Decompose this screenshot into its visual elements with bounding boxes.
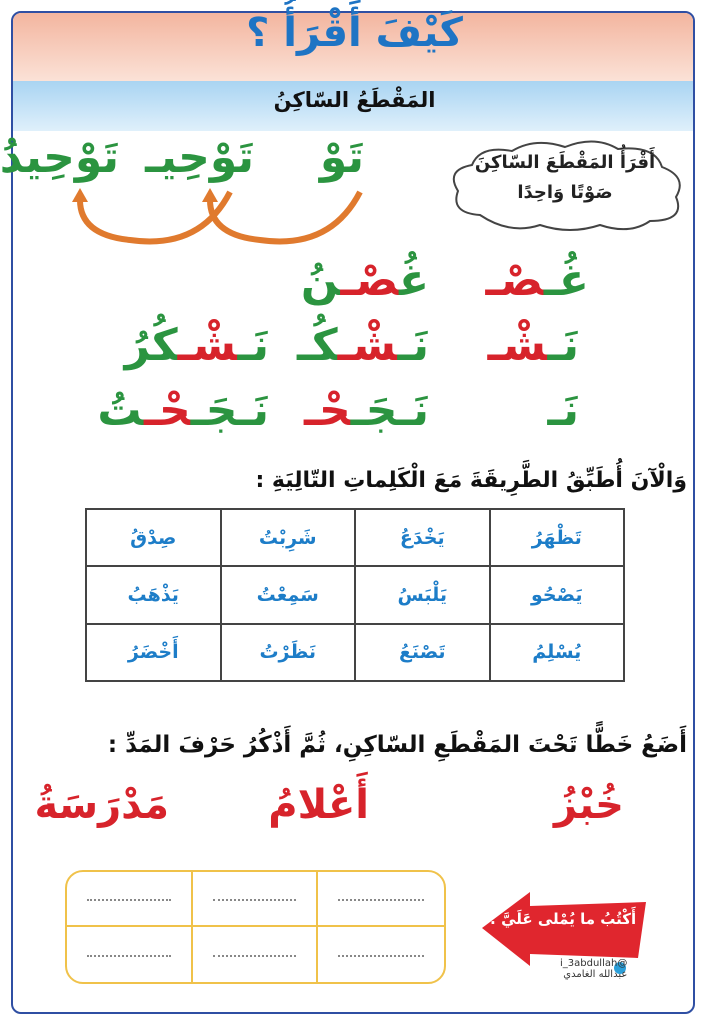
syllable-word-2: نَـشْـكُرُ [124,320,269,371]
table-cell: يَلْبَسُ [355,566,490,623]
dotted-line [87,955,171,957]
table-cell: تَظْهَرُ [490,509,625,566]
table-cell: يَصْحُو [490,566,625,623]
answer-grid [65,870,446,984]
table-cell: سَمِعْتُ [221,566,356,623]
practice-table [85,508,625,682]
syllable-word-3: نَـجَـحْـتُ [97,385,269,436]
table-row [86,624,624,681]
answer-cell[interactable] [67,872,193,927]
cloud-line-1: أَقْرَأُ المَقْطَعَ السّاكِنَ [474,152,656,173]
practice-instruction: وَالْآنَ أُطَبِّقُ الطَّرِيقَةَ مَعَ الْكَلِماتِ التّالِيَةِ : [255,468,687,493]
curved-arrows-icon [60,180,390,250]
syllable-part-2: نَـشْـ [487,320,579,371]
answer-cell[interactable] [67,927,193,982]
table-cell: شَرِبْتُ [221,509,356,566]
example-step-2: تَوْحِيـ [145,132,254,183]
dotted-line [338,955,424,957]
dotted-line [213,955,297,957]
credit [560,958,627,980]
lesson-subtitle: المَقْطَعُ السّاكِنُ [273,88,436,112]
syllable-word-1: غُصْـنُ [300,255,429,306]
table-cell: يَخْدَعُ [355,509,490,566]
syllable-part-3: نَـ [547,385,579,436]
table-cell: نَظَرْتُ [221,624,356,681]
syllable-part-3b: نَـجَـحْـ [303,385,429,436]
exercise-word-1: خُبْزُ [553,782,624,828]
dotted-line [213,899,297,901]
exercise-word-2: أَعْلامُ [268,782,369,828]
syllable-part-1: غُـصْـ [485,255,589,306]
exercise-instruction: أَضَعُ خَطًّا تَحْتَ المَقْطَعِ السّاكِنِ، ثُمَّ أَذْكُرُ حَرْفَ المَدِّ : [107,732,687,758]
example-step-3: تَوْحِيدُ [0,132,119,183]
dotted-line [87,899,171,901]
answer-cell[interactable] [318,927,444,982]
page-title: كَيْفَ أَقْرَأُ ؟ [246,10,463,56]
table-cell: تَصْنَعُ [355,624,490,681]
cloud-line-2: صَوْتًا وَاحِدًا [517,182,613,203]
table-row [86,566,624,623]
table-cell: يُسْلِمُ [490,624,625,681]
credit-handle: @i_3abdullah [560,958,628,969]
table-cell: يَذْهَبُ [86,566,221,623]
dictation-label: أَكْتُبُ ما يُمْلى عَلَيَّ : [489,910,637,928]
answer-cell[interactable] [318,872,444,927]
dotted-line [338,899,424,901]
example-step-1: تَوْ [319,132,364,183]
table-cell: أَخْضَرُ [86,624,221,681]
table-cell: صِدْقُ [86,509,221,566]
cloud-text [450,148,680,208]
answer-cell[interactable] [193,872,319,927]
credit-name: عبدالله الغامدي [563,969,628,980]
syllable-part-2b: نَـشْـكُـ [296,320,429,371]
answer-cell[interactable] [193,927,319,982]
red-arrow-icon [478,888,650,968]
table-row [86,509,624,566]
exercise-word-3: مَدْرَسَةُ [34,782,169,828]
